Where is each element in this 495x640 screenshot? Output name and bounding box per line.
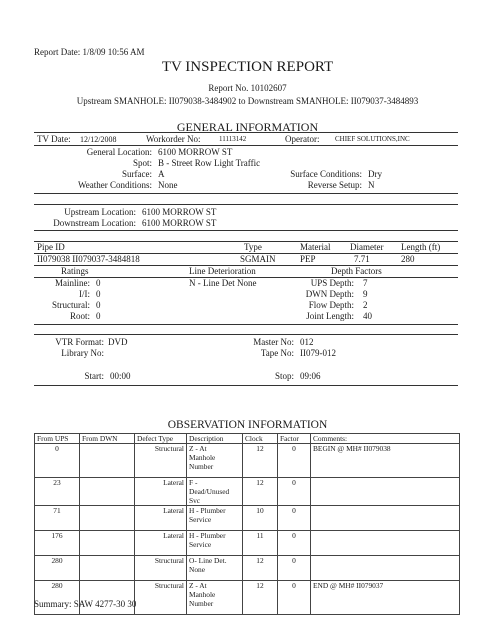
surface-label: Surface: [122,169,152,179]
divider [34,193,458,194]
surface-conditions-label: Surface Conditions: [290,169,362,179]
location-label: General Location: [86,147,152,157]
defect-type-cell: Lateral [135,478,187,506]
table-row [35,531,460,556]
weather-value: None [158,180,178,190]
table-header-row [35,434,460,444]
pipe-id-value: II079038 II079037-3484818 [37,254,140,264]
vtr-format-label: VTR Format: [55,337,104,347]
factor-cell: 0 [278,506,311,531]
col-header: From UPS [35,434,80,444]
structural-value: 0 [96,300,101,310]
upstream-location-value: 6100 MORROW ST [142,207,217,217]
defect-type-cell: Structural [135,581,187,615]
downstream-location-label: Downstream Location: [53,218,136,228]
defect-type-cell: Lateral [135,531,187,556]
factor-cell: 0 [278,444,311,478]
operator-label: Operator: [285,134,320,144]
mainline-value: 0 [96,278,101,288]
table-row [35,581,460,615]
col-header: Comments: [311,434,460,444]
divider [34,145,458,146]
material-header: Material [300,242,331,252]
description-cell: H - Plumber Service [187,531,243,556]
divider [34,324,458,325]
divider [34,385,458,386]
structural-label: Structural: [52,300,90,310]
ups-depth-label: UPS Depth: [310,278,354,288]
factor-cell: 0 [278,478,311,506]
clock-cell: 12 [243,581,278,615]
comment-cell [311,556,460,581]
tv-date-label: TV Date: [37,134,71,144]
defect-type-cell: Structural [135,556,187,581]
tape-label: Tape No: [260,348,294,358]
ii-label: I/I: [79,289,90,299]
start-value: 00:00 [110,371,131,381]
master-value: 012 [300,337,314,347]
flow-depth-label: Flow Depth: [308,300,354,310]
workorder-label: Workorder No: [146,134,201,144]
joint-length-label: Joint Length: [306,311,354,321]
vtr-format-value: DVD [108,337,128,347]
joint-length-value: 40 [363,311,372,321]
operator-value: CHIEF SOLUTIONS,INC [335,135,410,143]
clock-cell: 12 [243,478,278,506]
from-dwn-cell [80,556,135,581]
defect-type-cell: Structural [135,444,187,478]
clock-cell: 12 [243,444,278,478]
mainline-label: Mainline: [55,278,90,288]
root-label: Root: [69,311,90,321]
divider [34,334,458,335]
table-row [35,556,460,581]
comment-cell [311,478,460,506]
line-deterioration-value: N - Line Det None [189,278,257,288]
spot-value: B - Street Row Light Traffic [158,158,261,168]
factor-cell: 0 [278,556,311,581]
tape-value: II079-012 [300,348,336,358]
material-value: PEP [300,254,316,264]
comment-cell: BEGIN @ MH# II079038 [311,444,460,478]
observation-table [34,433,460,615]
start-label: Start: [84,371,104,381]
comment-cell: END @ MH# II079037 [311,581,460,615]
from-ups-cell: 71 [35,506,80,531]
comment-cell [311,531,460,556]
clock-cell: 10 [243,506,278,531]
divider [34,230,458,231]
length-value: 280 [401,254,415,264]
report-date: Report Date: 1/8/09 10:56 AM [34,47,145,57]
type-header: Type [244,242,262,252]
divider [34,204,458,205]
table-row [35,506,460,531]
stop-label: Stop: [274,371,294,381]
dwn-depth-label: DWN Depth: [305,289,354,299]
spot-label: Spot: [132,158,152,168]
length-header: Length (ft) [401,242,441,252]
diameter-value: 7.71 [354,254,370,264]
upstream-location-label: Upstream Location: [64,207,136,217]
from-ups-cell: 0 [35,444,80,478]
defect-type-cell: Lateral [135,506,187,531]
weather-label: Weather Conditions: [77,180,152,190]
col-header: Clock [243,434,278,444]
library-label: Library No: [61,348,104,358]
factor-cell: 0 [278,581,311,615]
master-label: Master No: [253,337,294,347]
clock-cell: 11 [243,531,278,556]
type-value: SGMAIN [240,254,276,264]
diameter-header: Diameter [350,242,384,252]
tv-date-value: 12/12/2008 [80,135,117,144]
description-cell: Z - At Manhole Number [187,444,243,478]
stop-value: 09:06 [300,371,321,381]
from-dwn-cell [80,506,135,531]
from-ups-cell: 23 [35,478,80,506]
col-header: Description [187,434,243,444]
table-row [35,444,460,478]
col-header: Defect Type [135,434,187,444]
surface-value: A [158,169,165,179]
downstream-location-value: 6100 MORROW ST [142,218,217,228]
from-dwn-cell [80,444,135,478]
reverse-setup-label: Reverse Setup: [307,180,362,190]
from-dwn-cell [80,531,135,556]
clock-cell: 12 [243,556,278,581]
depth-factors-header: Depth Factors [331,266,382,276]
divider [34,132,458,133]
table-row [35,478,460,506]
workorder-value: 11113142 [219,135,247,143]
report-number: Report No. 10102607 [208,83,287,93]
factor-cell: 0 [278,531,311,556]
description-cell: H - Plumber Service [187,506,243,531]
from-ups-cell: 280 [35,556,80,581]
report-title: TV INSPECTION REPORT [161,59,334,75]
from-ups-cell: 176 [35,531,80,556]
summary: Summary: SAW 4277-30 30 [34,599,137,609]
from-ups-cell: 280 [35,581,80,615]
observation-heading: OBSERVATION INFORMATION [167,419,328,431]
description-cell: F - Dead/Unused Svc [187,478,243,506]
flow-depth-value: 2 [363,300,368,310]
description-cell: Z - At Manhole Number [187,581,243,615]
ii-value: 0 [96,289,101,299]
col-header: Factor [278,434,311,444]
from-dwn-cell [80,581,135,615]
general-heading: GENERAL INFORMATION [176,120,319,134]
manhole-line: Upstream SMANHOLE: II079038-3484902 to Downstream SMANHOLE: II079037-3484893 [76,96,419,106]
ups-depth-value: 7 [363,278,368,288]
ratings-header: Ratings [61,266,89,276]
dwn-depth-value: 9 [363,289,368,299]
line-deterioration-header: Line Deterioration [189,266,256,276]
pipe-id-header: Pipe ID [37,242,65,252]
surface-conditions-value: Dry [368,169,382,179]
description-cell: O- Line Det. None [187,556,243,581]
col-header: From DWN [80,434,135,444]
root-value: 0 [96,311,101,321]
comment-cell [311,506,460,531]
from-dwn-cell [80,478,135,506]
reverse-setup-value: N [368,180,375,190]
location-value: 6100 MORROW ST [158,147,233,157]
